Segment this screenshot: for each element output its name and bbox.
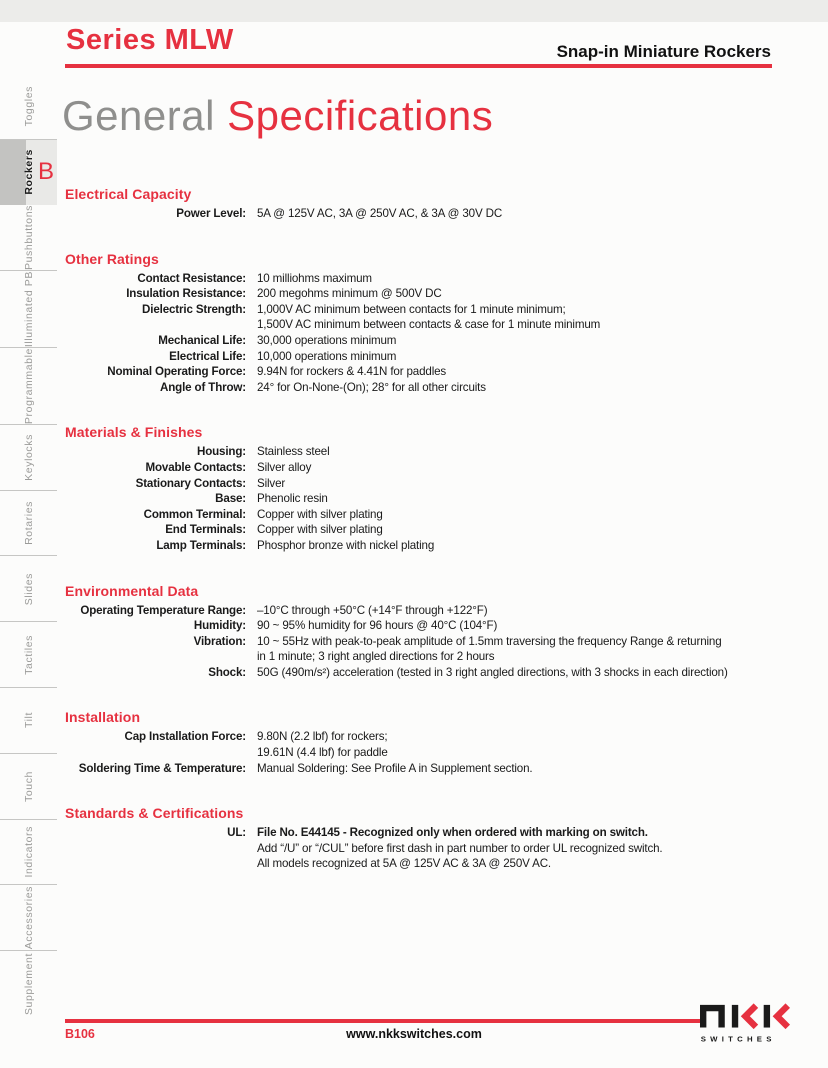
spec-row: [65, 507, 815, 523]
spec-label: UL:: [227, 826, 246, 840]
spec-row: [65, 841, 815, 857]
section-heading: Other Ratings: [65, 250, 159, 267]
logo-k2-bar: [764, 1005, 770, 1028]
spec-section: [65, 709, 815, 776]
spec-row: [65, 729, 815, 745]
spec-row: [65, 206, 815, 222]
sidebar-tab-illuminated-pb[interactable]: [0, 271, 57, 348]
spec-row: [65, 522, 815, 538]
sidebar-tab-label: Supplement: [22, 952, 35, 1015]
spec-label: [65, 745, 257, 761]
sidebar-tab-label: Keylocks: [22, 433, 35, 481]
spec-label: Angle of Throw:: [160, 380, 246, 394]
nkk-logo: [700, 1003, 792, 1045]
spec-value: 9.94N for rockers & 4.41N for paddles: [257, 365, 447, 379]
spec-value: Phosphor bronze with nickel plating: [257, 538, 435, 552]
spec-value: Copper with silver plating: [257, 507, 383, 521]
sidebar-tab-rockers[interactable]: [0, 140, 57, 205]
spec-label: Vibration:: [193, 634, 246, 648]
section-letter-badge: B: [37, 158, 54, 186]
spec-value: 30,000 operations minimum: [257, 333, 397, 347]
spec-label: Nominal Operating Force:: [107, 365, 246, 379]
spec-label: [65, 841, 257, 857]
spec-row: [65, 302, 815, 318]
spec-row: [65, 349, 815, 365]
spec-value: All models recognized at 5A @ 125V AC & 3A @ 250V AC.: [257, 857, 552, 871]
spec-label: Power Level:: [176, 207, 246, 220]
footer-rule: [65, 1019, 703, 1023]
spec-row: [65, 271, 815, 287]
spec-label: Dielectric Strength:: [142, 302, 246, 316]
page-title-general: General: [62, 92, 215, 139]
spec-label: Electrical Life:: [169, 349, 246, 363]
spec-section: [65, 251, 815, 396]
spec-section: [65, 186, 815, 222]
sidebar-tab-indicators[interactable]: [0, 820, 57, 886]
spec-section: [65, 583, 815, 681]
spec-value: Manual Soldering: See Profile A in Supplement section.: [257, 761, 533, 775]
spec-value: Phenolic resin: [257, 492, 328, 506]
spec-row: [65, 476, 815, 492]
sidebar-tab-supplement[interactable]: [0, 951, 57, 1016]
spec-section: [65, 805, 815, 872]
spec-row: [65, 333, 815, 349]
logo-subtext: SWITCHES: [700, 1034, 776, 1044]
sidebar-tab-label: Indicators: [22, 826, 35, 878]
logo-letter-n: [700, 1005, 725, 1028]
spec-value: 1,000V AC minimum between contacts for 1 minute minimum;: [257, 302, 566, 316]
spec-value: 1,500V AC minimum between contacts & case for 1 minute minimum: [257, 318, 601, 332]
section-heading: Materials & Finishes: [65, 424, 203, 441]
spec-value: Copper with silver plating: [257, 523, 383, 537]
spec-value: 10 ~ 55Hz with peak-to-peak amplitude of 1.5mm traversing the frequency Range & returning: [257, 634, 722, 648]
sidebar-tab-touch[interactable]: [0, 754, 57, 820]
spec-value: 50G (490m/s²) acceleration (tested in 3 right angled directions, with 3 shocks in each direction): [257, 665, 728, 679]
spec-value: Silver alloy: [257, 460, 312, 474]
sidebar-tab-label: Tactiles: [22, 634, 35, 675]
spec-value: 90 ~ 95% humidity for 96 hours @ 40°C (104°F): [257, 619, 498, 633]
spec-label: Contact Resistance:: [137, 271, 246, 285]
spec-row: [65, 603, 815, 619]
spec-value: 200 megohms minimum @ 500V DC: [257, 287, 442, 301]
spec-row: [65, 665, 815, 681]
spec-label: Cap Installation Force:: [124, 730, 246, 744]
sidebar-tab-keylocks[interactable]: [0, 425, 57, 491]
sidebar-tab-rotaries[interactable]: [0, 491, 57, 557]
spec-label: Common Terminal:: [143, 507, 246, 521]
spec-value: –10°C through +50°C (+14°F through +122°F): [257, 603, 488, 617]
sidebar-tab-label: Programmable: [22, 347, 35, 424]
spec-label: Humidity:: [193, 619, 246, 633]
spec-value: in 1 minute; 3 right angled directions for 2 hours: [257, 650, 495, 664]
spec-row: [65, 364, 815, 380]
section-heading: Electrical Capacity: [65, 186, 192, 202]
spec-label: Insulation Resistance:: [126, 287, 246, 301]
spec-row: [65, 618, 815, 634]
sidebar-tab-label: Rotaries: [22, 500, 35, 545]
spec-row: [65, 380, 815, 396]
spec-value: 19.61N (4.4 lbf) for paddle: [257, 746, 388, 760]
page-number: B106: [65, 1027, 95, 1041]
spec-value: Silver: [257, 476, 286, 490]
spec-label: [65, 856, 257, 872]
sidebar-tab-pushbuttons[interactable]: [0, 205, 57, 271]
sidebar-tab-label: Pushbuttons: [22, 204, 35, 270]
spec-label: Movable Contacts:: [145, 460, 246, 474]
logo-k2-chevron: [777, 1006, 788, 1027]
sidebar-tab-accessories[interactable]: [0, 885, 57, 951]
series-title: Series MLW: [66, 24, 234, 56]
section-heading: Installation: [65, 709, 141, 726]
page-title: [62, 92, 493, 140]
spec-label: Mechanical Life:: [158, 333, 246, 347]
product-name: Snap-in Miniature Rockers: [556, 42, 771, 61]
spec-row: [65, 825, 815, 841]
sidebar-tab-label: Tilt: [22, 712, 35, 729]
sidebar-tab-label: Touch: [22, 770, 35, 802]
spec-label: Lamp Terminals:: [156, 538, 246, 552]
spec-row: [65, 460, 815, 476]
sidebar-tab-label: Toggles: [22, 86, 35, 127]
spec-row: [65, 745, 815, 761]
spec-section: [65, 424, 815, 553]
spec-value: File No. E44145 - Recognized only when ordered with marking on switch.: [257, 826, 648, 840]
section-heading: Standards & Certifications: [65, 805, 244, 822]
spec-row: [65, 491, 815, 507]
spec-row: [65, 317, 815, 333]
spec-value: 24° for On-None-(On); 28° for all other circuits: [257, 380, 486, 394]
spec-row: [65, 761, 815, 777]
spec-label: [65, 649, 257, 665]
sidebar-tab-label: Accessories: [22, 886, 35, 950]
sidebar-tab-programmable[interactable]: [0, 348, 57, 425]
spec-row: [65, 634, 815, 650]
logo-k1-chevron: [745, 1006, 756, 1027]
spec-row: [65, 856, 815, 872]
section-heading: Environmental Data: [65, 582, 199, 599]
spec-label: Soldering Time & Temperature:: [78, 761, 246, 775]
spec-value: 9.80N (2.2 lbf) for rockers;: [257, 730, 388, 744]
scan-top-band: [0, 0, 828, 22]
logo-k1-bar: [732, 1005, 738, 1028]
spec-label: [65, 317, 257, 333]
spec-row: [65, 444, 815, 460]
spec-label: Housing:: [196, 445, 246, 459]
page-title-specifications: Specifications: [227, 92, 494, 139]
header-rule: [65, 64, 772, 68]
spec-label: Base:: [215, 492, 246, 506]
sidebar-tab-label: Slides: [22, 572, 35, 605]
spec-label: Shock:: [208, 665, 246, 679]
sidebar-tab-tactiles[interactable]: [0, 622, 57, 688]
sidebar-tab-toggles[interactable]: [0, 74, 57, 140]
sidebar-tab-label: Rockers: [22, 149, 35, 196]
website-link[interactable]: www.nkkswitches.com: [346, 1027, 482, 1041]
sidebar-tab-tilt[interactable]: [0, 688, 57, 754]
spec-label: End Terminals:: [165, 523, 246, 537]
sidebar-tab-label: Illuminated PB: [22, 270, 35, 347]
spec-label: Operating Temperature Range:: [80, 603, 246, 617]
spec-value: Add “/U” or “/CUL” before first dash in part number to order UL recognized switch.: [257, 841, 663, 855]
spec-row: [65, 538, 815, 554]
sidebar: [0, 74, 57, 1016]
spec-value: 10 milliohms maximum: [257, 271, 372, 285]
spec-value: 5A @ 125V AC, 3A @ 250V AC, & 3A @ 30V DC: [257, 207, 503, 220]
spec-row: [65, 286, 815, 302]
spec-value: Stainless steel: [257, 445, 330, 459]
spec-row: [65, 649, 815, 665]
spec-value: 10,000 operations minimum: [257, 349, 397, 363]
sidebar-tab-slides[interactable]: [0, 556, 57, 622]
spec-sections: [65, 186, 815, 872]
spec-label: Stationary Contacts:: [135, 476, 246, 490]
